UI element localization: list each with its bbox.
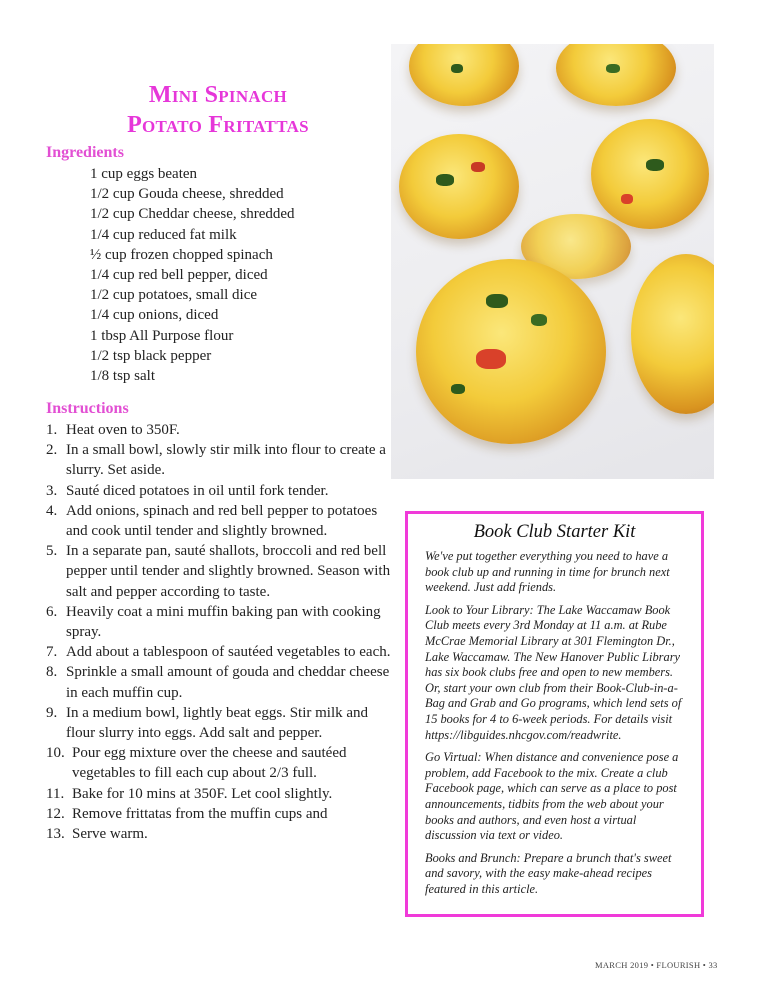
ingredient-item: 1/4 cup red bell pepper, diced [90,267,268,284]
instruction-step [46,501,391,541]
ingredient-item: 1/2 tsp black pepper [90,347,212,364]
recipe-title-line1: Mini Spinach [148,82,288,108]
ingredient-item: ½ cup frozen chopped spinach [90,246,273,263]
instruction-step [46,642,391,662]
ingredients-list [90,164,390,386]
instruction-step [46,703,391,743]
step-number: 9. [46,704,58,721]
ingredients-heading: Ingredients [46,144,124,161]
step-text: In a medium bowl, lightly beat eggs. Stir milk and flour slurry into eggs. Add salt and pepper. [66,704,369,742]
step-number: 12. [46,805,65,822]
instruction-step [46,541,391,602]
step-text: In a separate pan, sauté shallots, broccoli and red bell pepper until tender and slightly browned. Season with salt and pepper according to taste. [66,543,391,600]
step-text: Sauté diced potatoes in oil until fork tender. [66,482,329,499]
step-text: Remove frittatas from the muffin cups and [72,805,328,822]
instruction-step [46,784,391,804]
frittata-photo [391,44,714,479]
step-number: 1. [46,422,58,438]
ingredient-item: 1/2 cup potatoes, small dice [90,287,258,304]
ingredient-item: 1/2 cup Cheddar cheese, shredded [90,206,295,223]
book-club-paragraph: Look to Your Library: The Lake Waccamaw Book Club meets every 3rd Monday at 11 a.m. at Rube McCrae Memorial Library at 301 Flemington Dr., Lake Waccamaw. The New Hanover Public Library has six book clubs free and open to new members. Or, start your own club from their Book-Club-in-a-Bag and Grab and Go programs, which lend sets of 15 books for 4 to 6-week periods. For details visit https://libguides.nhcgov.com/readwrite. [425,602,682,742]
step-text: Sprinkle a small amount of gouda and cheddar cheese in each muffin cup. [66,664,390,701]
book-club-body [408,543,701,897]
book-club-paragraph: Go Virtual: When distance and convenience pose a problem, add Facebook to the mix. Create a club Facebook page, which can serve as a place to post announcements, tidbits from the web about your books and authors, and even host a virtual discussion via text or video. [425,750,679,843]
recipe-title-line2: Potato Fritattas [127,112,309,138]
ingredient-item: 1/2 cup Gouda cheese, shredded [90,186,284,203]
instruction-step [46,662,391,702]
ingredient-item: 1 tbsp All Purpose flour [90,327,234,344]
instruction-step [46,824,391,844]
step-text: Bake for 10 mins at 350F. Let cool slightly. [72,785,333,802]
ingredient-item: 1/8 tsp salt [90,368,156,385]
instruction-step [46,804,391,824]
step-number: 13. [46,826,65,843]
instructions-heading: Instructions [46,400,129,417]
instruction-step [46,440,391,480]
step-text: In a small bowl, slowly stir milk into flour to create a slurry. Set aside. [66,442,386,479]
step-text: Serve warm. [72,826,148,843]
step-text: Pour egg mixture over the cheese and sautéed vegetables to fill each cup about 2/3 full. [72,745,347,782]
ingredient-item: 1/4 cup onions, diced [90,307,219,324]
step-number: 10. [46,745,65,762]
instruction-step [46,420,391,440]
book-club-paragraph: Books and Brunch: Prepare a brunch that's sweet and savory, with the easy make-ahead recipes featured in this article. [425,850,672,896]
step-number: 4. [46,502,58,519]
step-number: 2. [46,442,58,459]
book-club-sidebar [405,511,704,917]
instruction-step [46,602,391,642]
book-club-paragraph: We've put together everything you need to have a book club up and running in time for brunch next weekend. Just add friends. [425,549,670,595]
step-text: Add about a tablespoon of sautéed vegetables to each. [66,644,391,661]
step-number: 5. [46,543,58,560]
instruction-step [46,743,391,783]
instruction-step [46,481,391,501]
book-club-title: Book Club Starter Kit [473,522,636,542]
step-number: 11. [46,785,65,802]
step-text: Heat oven to 350F. [66,422,180,438]
recipe-title [88,80,348,140]
step-number: 8. [46,664,58,681]
step-number: 3. [46,482,58,499]
ingredient-item: 1/4 cup reduced fat milk [90,226,237,243]
ingredient-item: 1 cup eggs beaten [90,166,198,182]
instructions-list [46,420,391,844]
step-number: 6. [46,603,58,620]
step-number: 7. [46,644,58,661]
page-footer: MARCH 2019 • FLOURISH • 33 [595,960,718,970]
step-text: Heavily coat a mini muffin baking pan with cooking spray. [66,603,381,641]
step-text: Add onions, spinach and red bell pepper to potatoes and cook until tender and slightly browned. [66,502,378,540]
